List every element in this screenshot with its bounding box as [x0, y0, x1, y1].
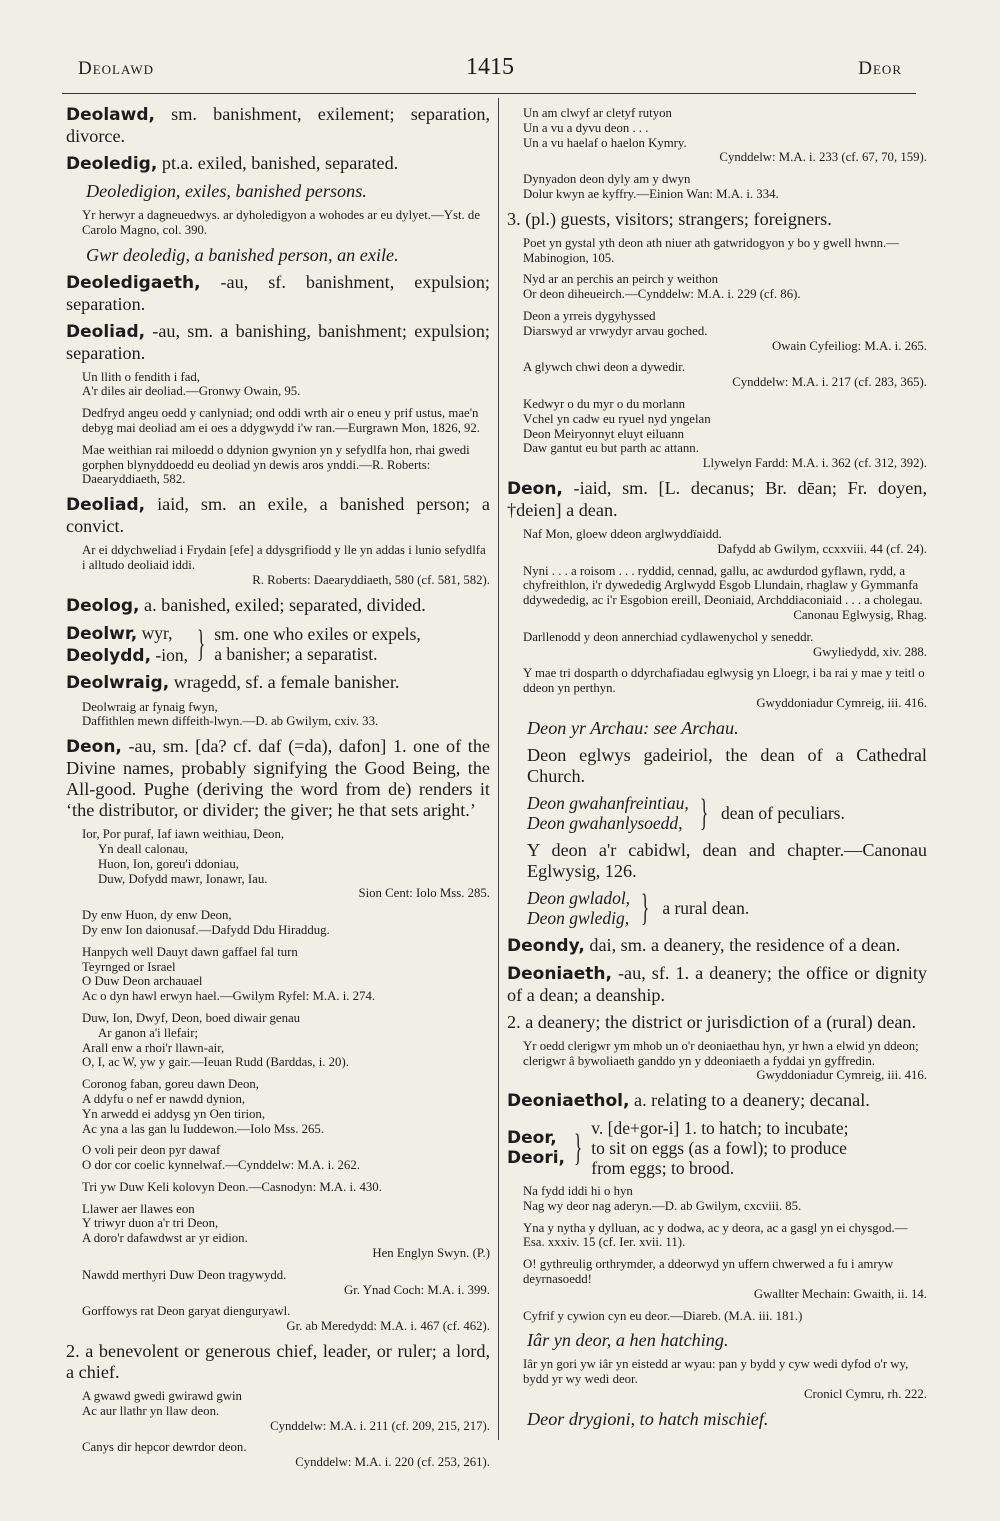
sense: 3. (pl.) guests, visitors; strangers; foreigners. — [507, 208, 832, 229]
quotation: Kedwyr o du myr o du morlann Vchel yn cadw eu ryuel nyd yngelan Deon Meiryonnyt eluyt eiluann Daw gantut eu but parth ac attann. Llywelyn Fardd: M.A. i. 362 (cf. 312, 392). — [523, 396, 927, 471]
quotation: Poet yn gystal yth deon ath niuer ath gatwridogyon y bo y gwell hwnn.—Mabinogion, 105. — [523, 235, 900, 265]
entry-brace: Deor, Deori, } v. [de+gor-i] 1. to hatch; to incubate; to sit on eggs (as a fowl); to produce from eggs; to brood. — [507, 1118, 849, 1179]
header-right-guideword: Deor — [858, 58, 902, 79]
column-divider — [498, 98, 499, 1440]
sub-entry: Gwr deoledig, a banished person, an exile. — [86, 244, 399, 265]
entry: Deoniaeth, -au, sf. 1. a deanery; the office or dignity of a dean; a deanship. — [507, 962, 927, 1005]
quotation: Cyfrif y cywion cyn eu deor.—Diareb. (M.A. iii. 181.) — [523, 1308, 803, 1323]
left-column — [66, 104, 490, 1470]
quotation: O voli peir deon pyr dawaf O dor cor coelic kynnelwaf.—Cynddelw: M.A. i. 262. — [82, 1143, 360, 1173]
quotation: Coronog faban, goreu dawn Deon, A ddyfu o nef er nawdd dynion, Yn arwedd ei addysg yn Oen tirion, Ac yna a las gan lu Iuddewon.—Iolo Mss. 265. — [82, 1077, 325, 1136]
right-column — [507, 104, 927, 1444]
quotation: Nyd ar an perchis an peirch y weithon Or deon diheueirch.—Cynddelw: M.A. i. 229 (cf. 86). — [523, 272, 801, 302]
entry: Deon, -au, sm. [da? cf. daf (=da), dafon] 1. one of the Divine names, probably signifying the Good Being, the All-good. Pughe (deriving the word from de) renders it ‘the distributor, or divider; the giver; he that sets aright.’ — [66, 736, 490, 821]
quotation: Dy enw Huon, dy enw Deon, Dy enw Ion daionusaf.—Dafydd Ddu Hiraddug. — [82, 908, 330, 937]
quotation: Un am clwyf ar cletyf rutyon Un a vu a dyvu deon . . . Un a vu haelaf o haelon Kymry. Cynddelw: M.A. i. 233 (cf. 67, 70, 159). — [523, 106, 927, 165]
header-rule — [62, 93, 916, 94]
entry-brace: Deolwr, wyr, Deolydd, -ion, } sm. one who exiles or expels, a banisher; a separatist. — [66, 622, 421, 666]
sub-entry: Y deon a'r cabidwl, dean and chapter.—Canonau Eglwysig, 126. — [527, 839, 927, 881]
quotation: Yna y nytha y dylluan, ac y dodwa, ac y deora, ac a gasgl yn ei chysgod.—Esa. xxxiv. 15 (cf. Ier. xvii. 11). — [523, 1220, 908, 1250]
quotation: Mae weithian rai miloedd o ddynion gwynion yn y sefydlfa hon, rhai gwedi gorphen blynyddoedd eu deoliad yn dewis aros ynddi.—R. Roberts: Daearyddiaeth, 582. — [82, 442, 470, 487]
entry: Deolog, a. banished, exiled; separated, divided. — [66, 594, 426, 616]
quotation: Ar ei ddychweliad i Frydain [efe] a ddysgrifiodd y lle yn addas i lunio sefydlfa i alltudo deoliaid iddi. R. Roberts: Daearyddiaeth, 580 (cf. 581, 582). — [82, 543, 490, 587]
quotation: Dynyadon deon dyly am y dwyn Dolur kwyn ae kyffry.—Einion Wan: M.A. i. 334. — [523, 172, 779, 201]
quotation: Llawer aer llawes eon Y triwyr duon a'r tri Deon, A doro'r dafawdwst ar yr eidion. Hen Englyn Swyn. (P.) — [82, 1201, 490, 1261]
entry: Deoliad, iaid, sm. an exile, a banished person; a convict. — [66, 494, 490, 537]
sub-entry: Deoledigion, exiles, banished persons. — [86, 181, 367, 201]
quotation: O! gythreulig orthrymder, a ddeorwyd yn uffern chwerwed a fu i amryw deyrnasoedd! Gwallter Mechain: Gwaith, ii. 14. — [523, 1257, 927, 1301]
header-left-guideword: Deolawd — [78, 58, 154, 79]
entry: Deolawd, sm. banishment, exilement; separation, divorce. — [66, 104, 490, 146]
sub-entry-brace: Deon gwahanfreintiau, Deon gwahanlysoedd, } dean of peculiars. — [527, 791, 845, 834]
quotation: A gwawd gwedi gwirawd gwin Ac aur llathr yn llaw deon. Cynddelw: M.A. i. 211 (cf. 209, 215, 217). — [82, 1389, 490, 1433]
entry: Deoniaethol, a. relating to a deanery; decanal. — [507, 1090, 870, 1112]
entry: Deon, -iaid, sm. [L. decanus; Br. dēan; Fr. doyen, †deien] a dean. — [507, 477, 927, 520]
entry: Deondy, dai, sm. a deanery, the residence of a dean. — [507, 934, 901, 956]
entry: Deoledigaeth, -au, sf. banishment, expulsion; separation. — [66, 271, 490, 314]
page-header — [60, 54, 920, 88]
quotation: Nyni . . . a roisom . . . ryddid, cennad, gallu, ac awdurdod gyflawn, rydd, a chyfreithlon, i'r dywededig Arglwydd Esgob Llundain, rhaglaw y Gymmanfa ddywededig, ac i'r Esgobion ereill, Deoniaid, Archddiaconiaid . . . a cholegau. Canonau Eglwysig, Rhag. — [523, 563, 927, 622]
quotation: Un llith o fendith i fad, A'r diles air deoliad.—Gronwy Owain, 95. — [82, 369, 301, 399]
page-number: 1415 — [466, 54, 514, 80]
sub-entry-brace: Deon gwladol, Deon gwledig, } a rural dean. — [527, 886, 750, 929]
sense: 2. a benevolent or generous chief, leader, or ruler; a lord, a chief. — [66, 1341, 490, 1383]
quotation: Darllenodd y deon annerchiad cydlawenychol y seneddr. Gwyliedydd, xiv. 288. — [523, 629, 927, 659]
sub-entry: Deor drygioni, to hatch mischief. — [527, 1408, 769, 1429]
quotation: Iâr yn gori yw iâr yn eistedd ar wyau: pan y bydd y cyw wedi dyfod o'r wy, bydd yr wy wedi deor. Cronicl Cymru, rh. 222. — [523, 1357, 927, 1402]
sub-entry: Iâr yn deor, a hen hatching. — [527, 1330, 729, 1351]
quotation: Yr herwyr a dagneuedwys. ar dyholedigyon a wohodes ar eu dylyet.—Yst. de Carolo Magno, col. 390. — [82, 208, 481, 237]
quotation: Y mae tri dosparth o ddyrchafiadau eglwysig yn Lloegr, i ba rai y mae y teitl o ddeon yn perthyn. Gwyddoniadur Cymreig, iii. 416. — [523, 666, 927, 710]
entry: Deoliad, -au, sm. a banishing, banishment; expulsion; separation. — [66, 320, 490, 363]
sub-entry: Deon yr Archau: see Archau. — [527, 717, 739, 738]
quotation: Nawdd merthyri Duw Deon tragywydd. Gr. Ynad Coch: M.A. i. 399. — [82, 1267, 490, 1297]
quotation: Deon a yrreis dygyhyssed Diarswyd ar vrwydyr arvau goched. Owain Cyfeiliog: M.A. i. 265. — [523, 308, 927, 353]
quotation: Tri yw Duw Keli kolovyn Deon.—Casnodyn: M.A. i. 430. — [82, 1179, 382, 1194]
entry: Deoledig, pt.a. exiled, banished, separated. — [66, 153, 399, 174]
quotation: Ior, Por puraf, Iaf iawn weithiau, Deon, Yn deall calonau, Huon, Ion, goreu'i ddoniau, Duw, Dofydd mawr, Ionawr, Iau. Sion Cent: Iolo Mss. 285. — [82, 827, 490, 901]
quotation: Dedfryd angeu oedd y canlyniad; ond oddi wrth air o eneu y prif ustus, mae'n debyg mai deoliad am ei oes a ddygwydd i'w ran.—Eurgrawn Mon, 1826, 92. — [82, 406, 480, 435]
quotation: Naf Mon, gloew ddeon arglwyddïaidd. Dafydd ab Gwilym, ccxxviii. 44 (cf. 24). — [523, 526, 927, 556]
quotation: A glywch chwi deon a dywedir. Cynddelw: M.A. i. 217 (cf. 283, 365). — [523, 360, 927, 390]
quotation: Na fydd iddi hi o hyn Nag wy deor nag aderyn.—D. ab Gwilym, cxcviii. 85. — [523, 1184, 802, 1213]
quotation: Gorffowys rat Deon garyat dienguryawl. Gr. ab Meredydd: M.A. i. 467 (cf. 462). — [82, 1304, 490, 1334]
quotation: Yr oedd clerigwr ym mhob un o'r deoniaethau hyn, yr hwn a elwid yn ddeon; clerigwr â bywoliaeth ganddo yn y ddeoniaeth a fyddai yn gyffredin. Gwyddoniadur Cymreig, iii. 416. — [523, 1038, 927, 1083]
quotation: Canys dir hepcor dewrdor deon. Cynddelw: M.A. i. 220 (cf. 253, 261). — [82, 1440, 490, 1470]
quotation: Deolwraig ar fynaig fwyn, Daffithlen mewn diffeith-lwyn.—D. ab Gwilym, cxiv. 33. — [82, 699, 379, 729]
sub-entry: Deon eglwys gadeiriol, the dean of a Cathedral Church. — [527, 744, 927, 786]
sense: 2. a deanery; the district or jurisdiction of a (rural) dean. — [507, 1011, 917, 1032]
entry: Deolwraig, wragedd, sf. a female banisher. — [66, 671, 400, 693]
quotation: Hanpych well Dauyt dawn gaffael fal turn Teyrnged or Israel O Duw Deon archauael Ac o dyn hawl erwyn hael.—Gwilym Ryfel: M.A. i. 274. — [82, 944, 376, 1004]
quotation: Duw, Ion, Dwyf, Deon, boed diwair genau Ar ganon a'i llefair; Arall enw a rhoi'r llawn-air, O, I, ac W, yw y gair.—Ieuan Rudd (Barddas, i. 20). — [82, 1010, 349, 1070]
